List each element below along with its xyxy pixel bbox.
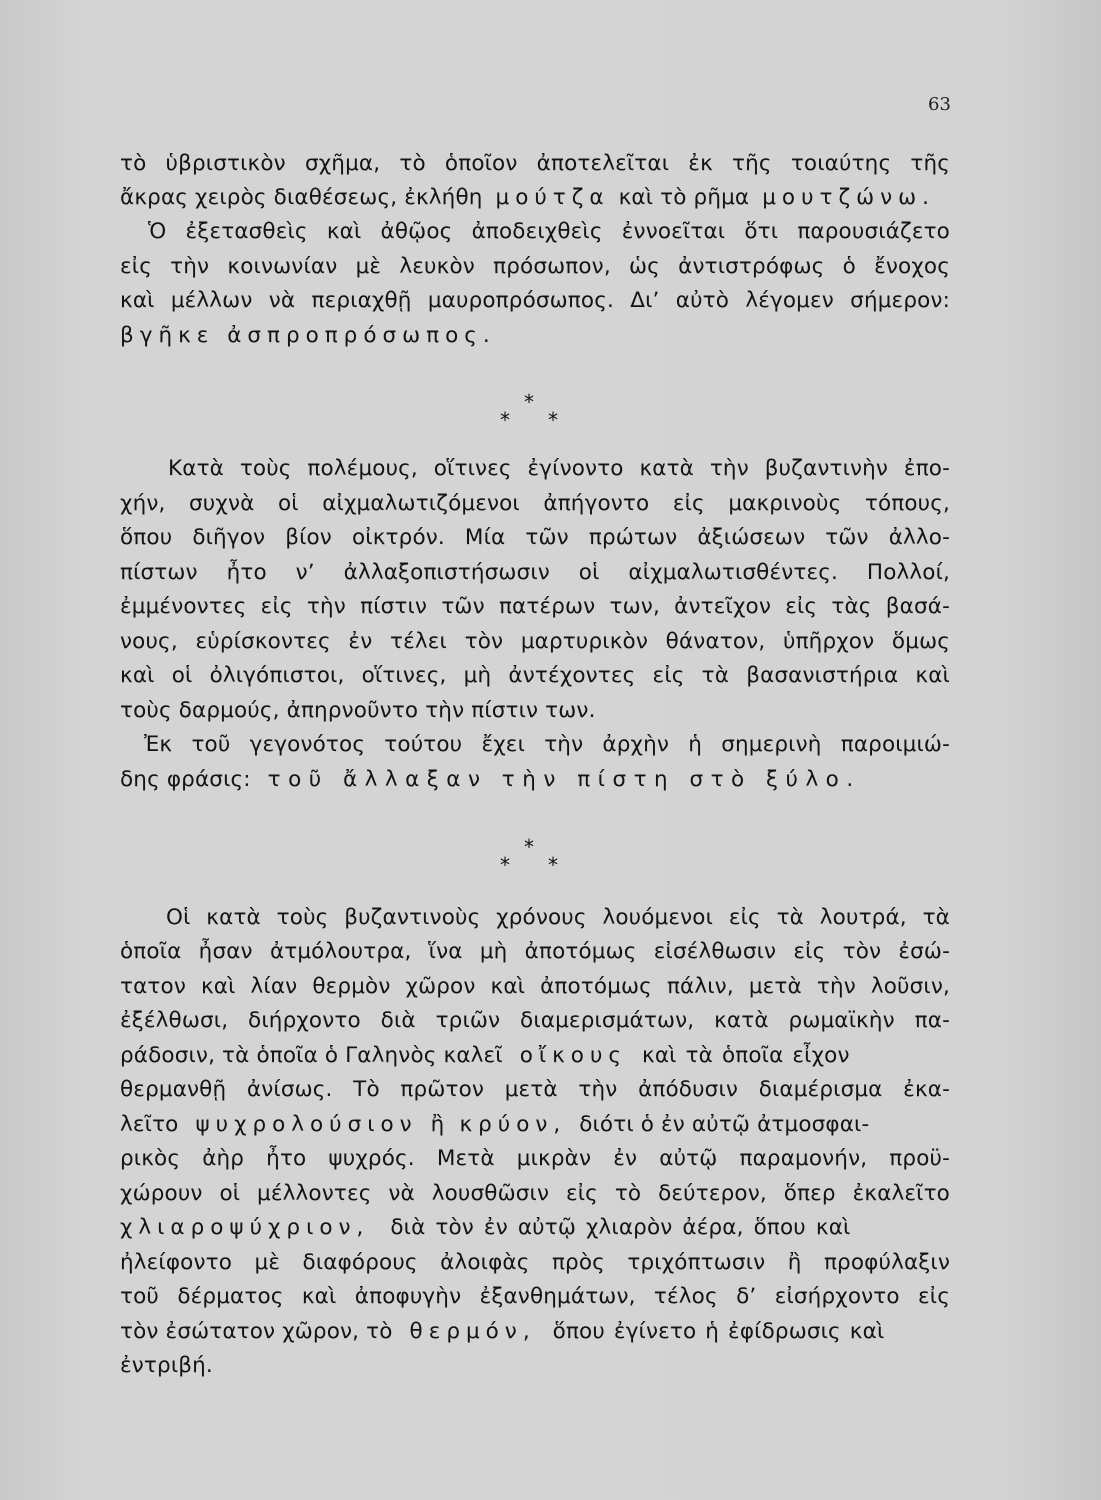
asterisk: * [524,390,534,414]
text-line: τοῦ δέρματος καὶ ἀποφυγὴν ἐξανθημάτων, τέλος δʼ εἰσήρχοντο εἰς [120,1284,950,1309]
text-line: τατον καὶ λίαν θερμὸν χῶρον καὶ ἀποτόμως πάλιν, μετὰ τὴν λοῦσιν, [120,974,950,999]
asterisk: * [548,853,558,877]
text-fragment: καὶ τὰ ὁποῖα εἶχον [642,1043,850,1068]
text-line: Ἐκ τοῦ γεγονότος τούτου ἔχει τὴν ἀρχὴν ἡ σημερινὴ παροιμιώ- [144,732,950,757]
text-line [120,1318,950,1346]
text-line: Οἱ κατὰ τοὺς βυζαντινοὺς χρόνους λουόμενοι εἰς τὰ λουτρά, τὰ [166,905,950,930]
text-line [120,1111,950,1139]
text-fragment: διὰ τὸν ἐν αὐτῷ χλιαρὸν ἀέρα, ὅπου καὶ [390,1215,851,1240]
text-fragment: ὅπου ἐγίνετο ἡ ἐφίδρωσις καὶ [552,1319,885,1344]
asterisk: * [500,408,510,432]
spaced-phrase: τοῦ ἄλλαξαν τὴν πίστη στὸ ξύλο. [267,767,861,792]
text-fragment: ράδοσιν, τὰ ὁποῖα ὁ Γαληνὸς καλεῖ [120,1043,503,1068]
text-fragment: λεῖτο [120,1112,179,1137]
text-line: καὶ μέλλων νὰ περιαχθῇ μαυροπρόσωπος. Διʼ αὐτὸ λέγομεν σήμερον: [120,288,950,313]
spaced-word: κρύον, [459,1112,567,1137]
text-line: ἐξέλθωσι, διήρχοντο διὰ τριῶν διαμερισμάτων, κατὰ ρωμαϊκὴν πα- [120,1008,950,1033]
text-line [120,1214,950,1242]
text-line: ἠλείφοντο μὲ διαφόρους ἀλοιφὰς πρὸς τριχόπτωσιν ἢ προφύλαξιν [120,1250,950,1275]
text-fragment: ἄκρας χειρὸς διαθέσεως, ἐκλήθη [120,185,483,210]
text-line: πίστων ἦτο νʼ ἀλλαξοπιστήσωσιν οἱ αἰχμαλωτισθέντες. Πολλοί, [120,560,950,585]
asterisk: * [548,408,558,432]
spaced-word: οἴκους [519,1043,628,1068]
section-separator [490,835,580,875]
text-line: νους, εὑρίσκοντες ἐν τέλει τὸν μαρτυρικὸν θάνατον, ὑπῆρχον ὅμως [120,629,950,654]
spaced-word: μούτζα [495,185,610,210]
text-fragment: διότι ὁ ἐν αὐτῷ ἀτμοσφαι- [579,1112,870,1137]
text-fragment: τὸν ἐσώτατον χῶρον, τὸ [120,1319,393,1344]
spaced-phrase: βγῆκε ἀσπροπρόσωπος. [120,323,496,348]
text-line: Κατὰ τοὺς πολέμους, οἵτινες ἐγίνοντο κατὰ τὴν βυζαντινὴν ἐπο- [168,456,950,481]
text-fragment: ἢ [430,1112,445,1137]
text-line [120,766,950,794]
text-line: θερμανθῇ ἀνίσως. Τὸ πρῶτον μετὰ τὴν ἀπόδυσιν διαμέρισμα ἐκα- [120,1077,950,1102]
text-line: ὅπου διῆγον βίον οἰκτρόν. Μία τῶν πρώτων ἀξιώσεων τῶν ἀλλο- [120,525,950,550]
text-line: Ὁ ἐξετασθεὶς καὶ ἀθῷος ἀποδειχθεὶς ἐννοεῖται ὅτι παρουσιάζετο [148,219,950,244]
text-line: εἰς τὴν κοινωνίαν μὲ λευκὸν πρόσωπον, ὡς ἀντιστρόφως ὁ ἔνοχος [120,254,950,279]
text-fragment: καὶ τὸ ρῆμα [618,185,750,210]
text-line: ἐντριβή. [120,1353,213,1378]
page-number: 63 [928,94,951,115]
text-line: χήν, συχνὰ οἱ αἰχμαλωτιζόμενοι ἀπήγοντο εἰς μακρινοὺς τόπους, [120,491,950,516]
text-line: χώρουν οἱ μέλλοντες νὰ λουσθῶσιν εἰς τὸ δεύτερον, ὅπερ ἐκαλεῖτο [120,1181,950,1206]
spaced-word: ψυχρολούσιον [195,1112,418,1137]
spaced-word: μουτζώνω. [762,185,936,210]
text-line: ρικὸς ἀὴρ ἦτο ψυχρός. Μετὰ μικρὰν ἐν αὐτῷ παραμονήν, προϋ- [120,1146,950,1171]
text-line: καὶ οἱ ὀλιγόπιστοι, οἵτινες, μὴ ἀντέχοντες εἰς τὰ βασανιστήρια καὶ [120,663,950,688]
text-line [120,184,950,212]
text-line [120,1042,950,1070]
text-line: ἐμμένοντες εἰς τὴν πίστιν τῶν πατέρων των, ἀντεῖχον εἰς τὰς βασά- [120,594,950,619]
asterisk: * [524,835,534,859]
text-line: ὁποῖα ἦσαν ἀτμόλουτρα, ἵνα μὴ ἀποτόμως εἰσέλθωσιν εἰς τὸν ἐσώ- [120,939,950,964]
asterisk: * [500,853,510,877]
section-separator [490,390,580,430]
text-line: τὸ ὑβριστικὸν σχῆμα, τὸ ὁποῖον ἀποτελεῖται ἐκ τῆς τοιαύτης τῆς [120,151,950,176]
spaced-word: χλιαροψύχριον, [120,1215,370,1240]
spaced-word: θερμόν, [409,1319,536,1344]
text-fragment: δης φράσις: [120,767,251,792]
text-line: τοὺς δαρμούς, ἀπηρνοῦντο τὴν πίστιν των. [120,698,596,723]
